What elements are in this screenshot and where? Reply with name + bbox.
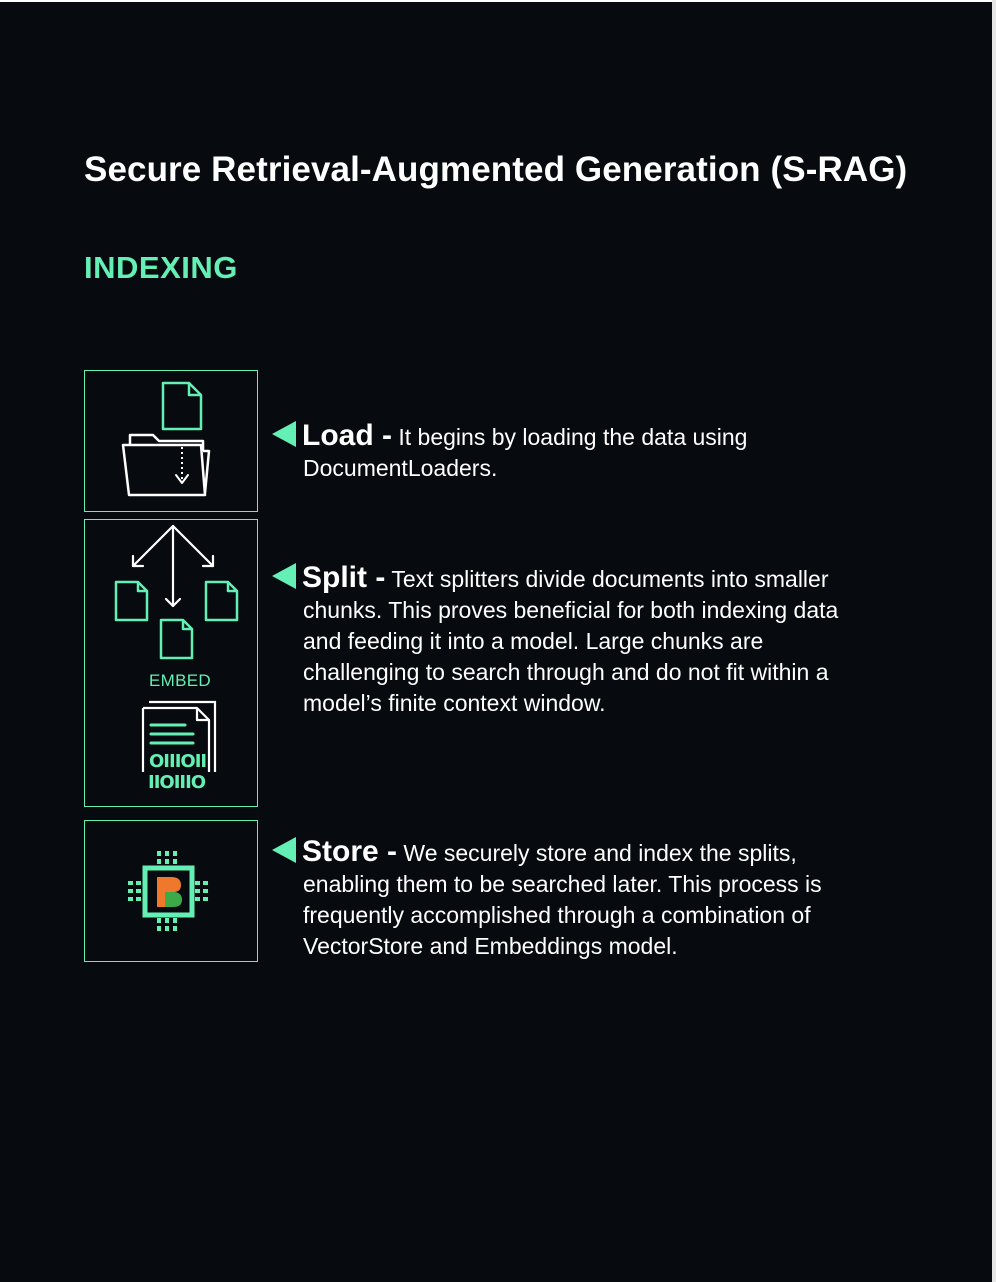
chip-store-icon (85, 821, 257, 961)
load-step (272, 420, 912, 484)
binary-text-line: OIIIOII (149, 751, 207, 772)
store-description-line: enabling them to be searched later. This process is (303, 871, 822, 897)
store-description-line: frequently accomplished through a combination of (303, 902, 811, 928)
folder-download-icon (85, 371, 257, 511)
store-description-line: VectorStore and Embeddings model. (303, 933, 678, 959)
split-description-line: chunks. This proves beneficial for both indexing data (303, 597, 839, 623)
page-edge (992, 0, 996, 1282)
split-description-line: and feeding it into a model. Large chunks are (303, 628, 764, 654)
load-description-line: DocumentLoaders. (303, 455, 498, 481)
split-step (272, 562, 912, 719)
store-heading: Store - (302, 835, 398, 868)
split-description-line: challenging to search through and do not fit within a (303, 659, 829, 685)
pointer-arrow-icon (272, 421, 296, 447)
split-first-line: Text splitters divide documents into smaller (391, 566, 829, 592)
load-icon-box (84, 370, 258, 512)
store-step (272, 836, 912, 962)
store-icon-box (84, 820, 258, 962)
split-heading: Split - (302, 561, 386, 594)
load-heading: Load - (302, 419, 392, 452)
pointer-arrow-icon (272, 837, 296, 863)
section-heading: INDEXING (84, 250, 238, 285)
load-first-line: It begins by loading the data using (398, 424, 748, 450)
split-icon-box (84, 519, 258, 807)
pointer-arrow-icon (272, 563, 296, 589)
embed-label: EMBED (149, 671, 211, 690)
store-first-line: We securely store and index the splits, (403, 840, 797, 866)
document-page (0, 2, 992, 1282)
binary-text-line: IIOIIIO (148, 772, 206, 793)
page-title: Secure Retrieval-Augmented Generation (S-RAG) (84, 150, 908, 189)
split-description-line: model’s finite context window. (303, 690, 606, 716)
